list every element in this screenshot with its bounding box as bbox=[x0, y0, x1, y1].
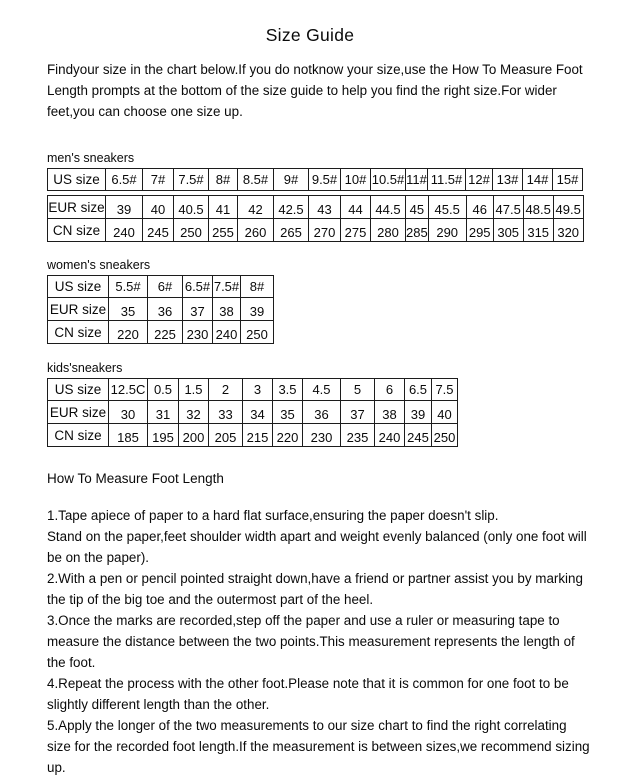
size-cell: 36 bbox=[303, 401, 341, 424]
measure-step: 3.Once the marks are recorded,step off the paper and use a ruler or measuring tape to measure the distance between the two points.This measurement represents the length of the foot. bbox=[47, 613, 575, 670]
size-cell: 7.5# bbox=[174, 169, 209, 191]
size-cell: 33 bbox=[209, 401, 243, 424]
size-cell: 245 bbox=[143, 219, 174, 242]
womens-chart-label: women's sneakers bbox=[47, 258, 151, 272]
size-cell: 11.5# bbox=[428, 169, 466, 191]
size-cell: 295 bbox=[466, 219, 493, 242]
size-cell: 32 bbox=[179, 401, 209, 424]
row-header-cell: US size bbox=[48, 276, 109, 298]
size-cell: 7.5# bbox=[213, 276, 241, 298]
size-cell: 39 bbox=[106, 196, 143, 219]
size-cell: 315 bbox=[523, 219, 553, 242]
size-cell: 8# bbox=[209, 169, 238, 191]
size-cell: 0.5 bbox=[148, 379, 179, 401]
size-cell: 35 bbox=[273, 401, 303, 424]
size-cell: 195 bbox=[148, 424, 179, 447]
size-cell: 38 bbox=[213, 298, 241, 321]
size-cell: 48.5 bbox=[523, 196, 553, 219]
size-cell: 6.5 bbox=[405, 379, 432, 401]
measure-steps bbox=[47, 505, 592, 778]
size-cell: 9# bbox=[274, 169, 309, 191]
size-cell: 8# bbox=[241, 276, 274, 298]
size-cell: 320 bbox=[553, 219, 583, 242]
size-cell: 230 bbox=[303, 424, 341, 447]
row-header-cell: EUR size bbox=[48, 401, 109, 424]
size-cell: 9.5# bbox=[309, 169, 341, 191]
size-cell: 220 bbox=[273, 424, 303, 447]
size-cell: 240 bbox=[213, 321, 241, 344]
size-cell: 13# bbox=[493, 169, 523, 191]
size-cell: 285 bbox=[406, 219, 429, 242]
kids-size-chart bbox=[47, 361, 592, 447]
size-cell: 45 bbox=[406, 196, 429, 219]
size-cell: 31 bbox=[148, 401, 179, 424]
row-header-cell: US size bbox=[48, 379, 109, 401]
size-cell: 37 bbox=[183, 298, 213, 321]
size-cell: 240 bbox=[106, 219, 143, 242]
size-cell: 230 bbox=[183, 321, 213, 344]
size-cell: 5 bbox=[341, 379, 375, 401]
size-cell: 2 bbox=[209, 379, 243, 401]
measure-step: 5.Apply the longer of the two measurements to our size chart to find the right correlating size for the recorded foot length.If the measurement is between sizes,we recommend sizing up. bbox=[47, 718, 590, 775]
size-cell: 250 bbox=[241, 321, 274, 344]
kids-size-table bbox=[47, 378, 458, 447]
size-cell: 41 bbox=[209, 196, 238, 219]
size-cell: 44.5 bbox=[371, 196, 406, 219]
size-cell: 220 bbox=[109, 321, 148, 344]
size-cell: 275 bbox=[341, 219, 371, 242]
size-row bbox=[48, 169, 583, 191]
size-cell: 36 bbox=[148, 298, 183, 321]
womens-size-chart bbox=[47, 258, 592, 344]
size-cell: 15# bbox=[553, 169, 583, 191]
size-cell: 270 bbox=[309, 219, 341, 242]
size-cell: 34 bbox=[243, 401, 273, 424]
size-cell: 7.5 bbox=[432, 379, 458, 401]
size-cell: 45.5 bbox=[428, 196, 466, 219]
size-cell: 215 bbox=[243, 424, 273, 447]
size-cell: 42.5 bbox=[274, 196, 309, 219]
row-header-cell: CN size bbox=[48, 424, 109, 447]
measure-step: 2.With a pen or pencil pointed straight down,have a friend or partner assist you by marking the tip of the big toe and the outermost part of the heel. bbox=[47, 571, 583, 607]
size-cell: 40.5 bbox=[174, 196, 209, 219]
size-cell: 49.5 bbox=[553, 196, 583, 219]
size-row bbox=[48, 401, 458, 424]
size-cell: 185 bbox=[109, 424, 148, 447]
size-cell: 290 bbox=[428, 219, 466, 242]
size-cell: 46 bbox=[466, 196, 493, 219]
size-cell: 4.5 bbox=[303, 379, 341, 401]
mens-us-size-table bbox=[47, 168, 583, 191]
size-cell: 11# bbox=[406, 169, 428, 191]
size-cell: 7# bbox=[143, 169, 174, 191]
size-cell: 205 bbox=[209, 424, 243, 447]
size-cell: 6# bbox=[148, 276, 183, 298]
size-cell: 305 bbox=[493, 219, 523, 242]
row-header-cell: CN size bbox=[48, 219, 106, 242]
size-cell: 250 bbox=[174, 219, 209, 242]
size-cell: 6.5# bbox=[183, 276, 213, 298]
size-cell: 3.5 bbox=[273, 379, 303, 401]
mens-chart-label: men's sneakers bbox=[47, 151, 135, 165]
size-cell: 35 bbox=[109, 298, 148, 321]
size-cell: 38 bbox=[375, 401, 405, 424]
size-cell: 30 bbox=[109, 401, 148, 424]
size-cell: 39 bbox=[405, 401, 432, 424]
size-cell: 37 bbox=[341, 401, 375, 424]
womens-size-table bbox=[47, 275, 274, 344]
mens-size-chart bbox=[47, 151, 592, 242]
size-cell: 225 bbox=[148, 321, 183, 344]
size-cell: 44 bbox=[341, 196, 371, 219]
size-cell: 43 bbox=[309, 196, 341, 219]
size-cell: 245 bbox=[405, 424, 432, 447]
size-cell: 8.5# bbox=[238, 169, 274, 191]
size-cell: 200 bbox=[179, 424, 209, 447]
size-cell: 40 bbox=[143, 196, 174, 219]
row-header-cell: EUR size bbox=[48, 196, 106, 219]
row-header-cell: US size bbox=[48, 169, 106, 191]
size-cell: 260 bbox=[238, 219, 274, 242]
size-row bbox=[48, 424, 458, 447]
size-cell: 12# bbox=[466, 169, 493, 191]
size-cell: 42 bbox=[238, 196, 274, 219]
size-row bbox=[48, 196, 584, 219]
kids-chart-label: kids'sneakers bbox=[47, 361, 123, 375]
measure-step: Stand on the paper,feet shoulder width apart and weight evenly balanced (only one foot will be on the paper). bbox=[47, 529, 587, 565]
size-cell: 250 bbox=[432, 424, 458, 447]
measure-step: 1.Tape apiece of paper to a hard flat surface,ensuring the paper doesn't slip. bbox=[47, 508, 499, 523]
size-cell: 5.5# bbox=[109, 276, 148, 298]
size-cell: 255 bbox=[209, 219, 238, 242]
size-cell: 12.5C bbox=[109, 379, 148, 401]
size-row bbox=[48, 321, 274, 344]
size-cell: 235 bbox=[341, 424, 375, 447]
size-cell: 240 bbox=[375, 424, 405, 447]
size-cell: 47.5 bbox=[493, 196, 523, 219]
size-row bbox=[48, 219, 584, 242]
size-cell: 14# bbox=[523, 169, 553, 191]
size-cell: 10.5# bbox=[371, 169, 406, 191]
row-header-cell: CN size bbox=[48, 321, 109, 344]
size-row bbox=[48, 276, 274, 298]
size-cell: 280 bbox=[371, 219, 406, 242]
mens-eur-cn-size-table bbox=[47, 195, 584, 242]
size-cell: 10# bbox=[341, 169, 371, 191]
size-cell: 3 bbox=[243, 379, 273, 401]
size-cell: 40 bbox=[432, 401, 458, 424]
page-title: Size Guide bbox=[265, 25, 355, 45]
size-cell: 1.5 bbox=[179, 379, 209, 401]
intro-paragraph: Findyour size in the chart below.If you do notknow your size,use the How To Measure Foot Length prompts at the bottom of the size guide to help you find the right size.For wider feet,you can choose one size up. bbox=[47, 62, 583, 119]
row-header-cell: EUR size bbox=[48, 298, 109, 321]
content-area bbox=[47, 59, 592, 778]
size-cell: 39 bbox=[241, 298, 274, 321]
size-cell: 6.5# bbox=[106, 169, 143, 191]
size-row bbox=[48, 298, 274, 321]
size-row bbox=[48, 379, 458, 401]
measure-heading: How To Measure Foot Length bbox=[47, 471, 224, 486]
size-cell: 265 bbox=[274, 219, 309, 242]
measure-step: 4.Repeat the process with the other foot.Please note that it is common for one foot to be slightly different length than the other. bbox=[47, 676, 569, 712]
size-cell: 6 bbox=[375, 379, 405, 401]
